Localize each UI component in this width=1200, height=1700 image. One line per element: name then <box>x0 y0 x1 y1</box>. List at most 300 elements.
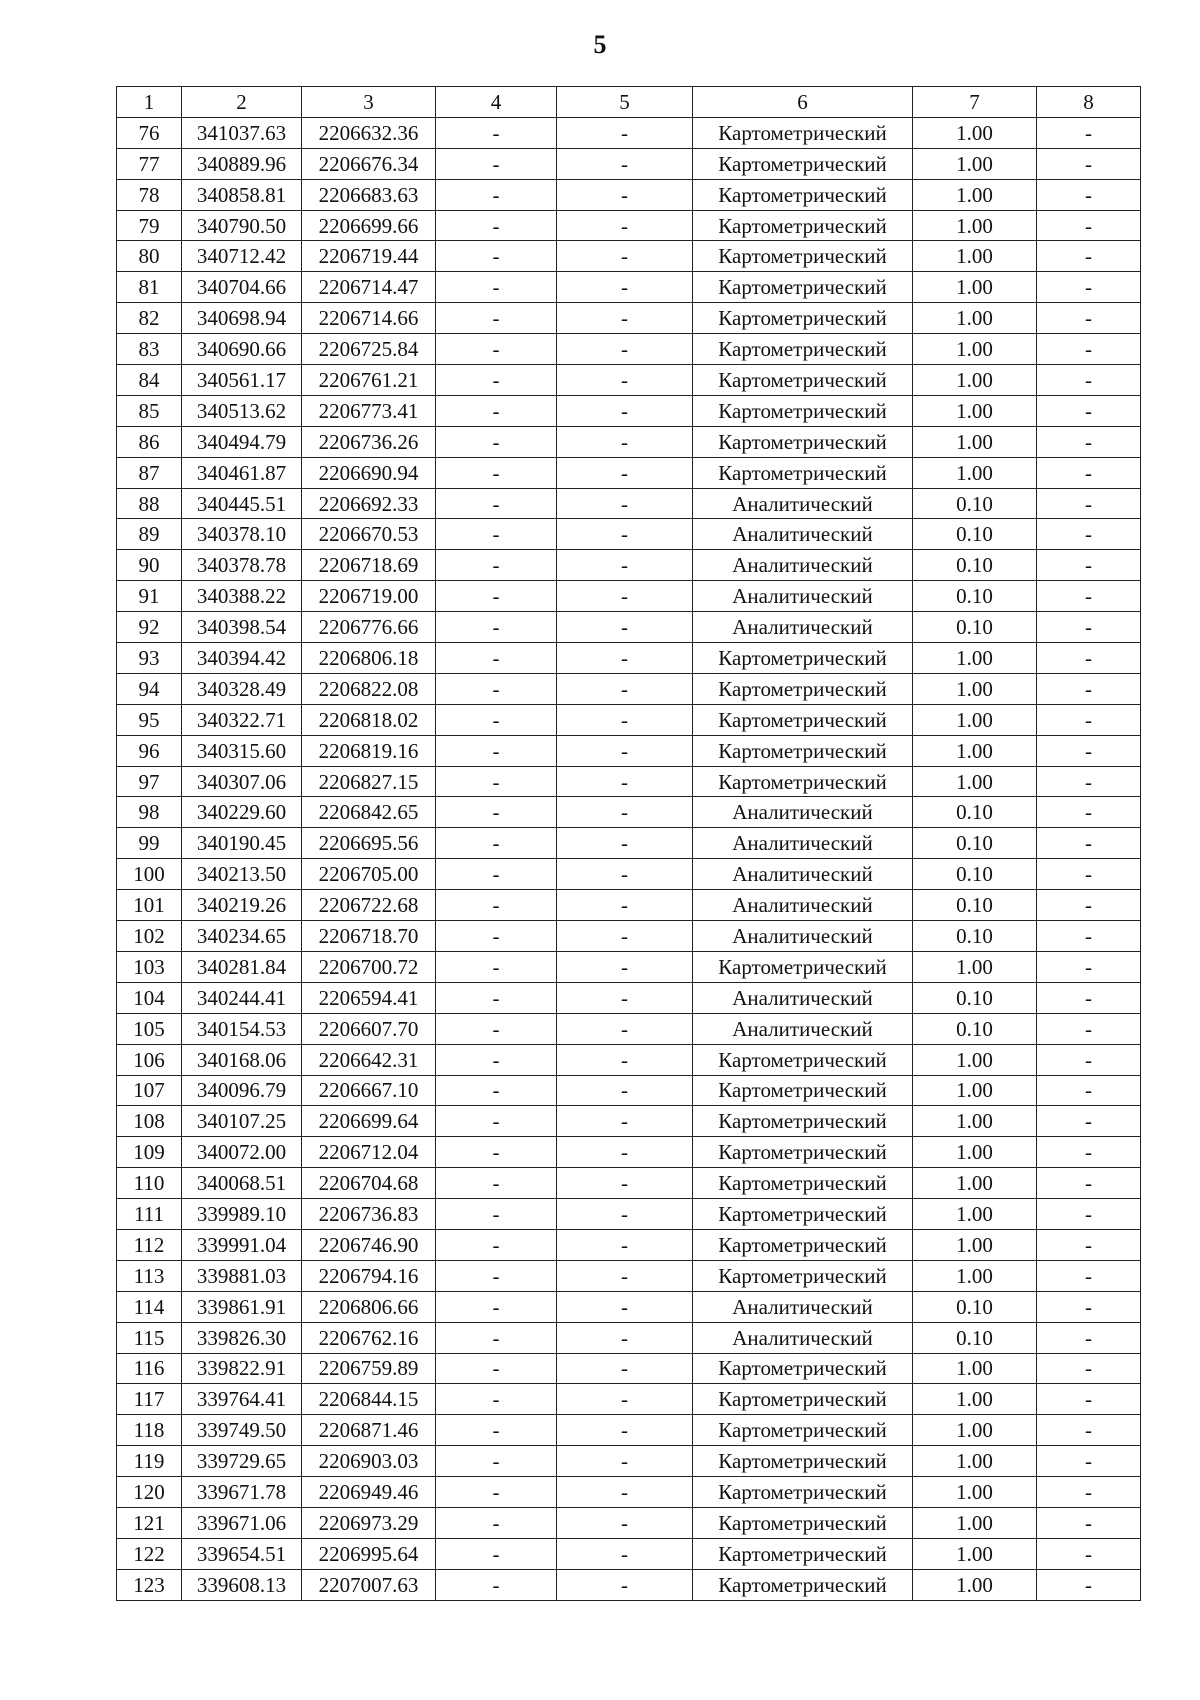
cell-method: Картометрический <box>693 1569 913 1600</box>
cell-col-5: - <box>557 766 693 797</box>
cell-point-number: 79 <box>117 210 182 241</box>
cell-method: Аналитический <box>693 797 913 828</box>
cell-coord-x: 340068.51 <box>182 1168 302 1199</box>
cell-col-5: - <box>557 643 693 674</box>
table-row <box>117 1415 1141 1446</box>
table-row <box>117 1322 1141 1353</box>
cell-coord-x: 340096.79 <box>182 1075 302 1106</box>
cell-coord-x: 340889.96 <box>182 148 302 179</box>
cell-point-number: 84 <box>117 365 182 396</box>
table-row <box>117 395 1141 426</box>
cell-point-number: 86 <box>117 426 182 457</box>
cell-col-8: - <box>1037 828 1141 859</box>
cell-coord-y: 2206776.66 <box>302 612 436 643</box>
cell-coord-x: 340712.42 <box>182 241 302 272</box>
cell-method: Картометрический <box>693 673 913 704</box>
cell-col-4: - <box>436 1477 557 1508</box>
cell-accuracy: 1.00 <box>913 334 1037 365</box>
cell-accuracy: 1.00 <box>913 643 1037 674</box>
cell-coord-y: 2206844.15 <box>302 1384 436 1415</box>
cell-accuracy: 0.10 <box>913 859 1037 890</box>
cell-col-4: - <box>436 859 557 890</box>
cell-coord-x: 340494.79 <box>182 426 302 457</box>
cell-method: Картометрический <box>693 365 913 396</box>
cell-method: Картометрический <box>693 395 913 426</box>
cell-col-4: - <box>436 426 557 457</box>
cell-col-4: - <box>436 1415 557 1446</box>
cell-accuracy: 1.00 <box>913 426 1037 457</box>
cell-accuracy: 1.00 <box>913 179 1037 210</box>
cell-coord-y: 2206973.29 <box>302 1507 436 1538</box>
cell-accuracy: 1.00 <box>913 1569 1037 1600</box>
cell-col-4: - <box>436 1168 557 1199</box>
table-row <box>117 612 1141 643</box>
cell-coord-x: 340190.45 <box>182 828 302 859</box>
cell-point-number: 78 <box>117 179 182 210</box>
cell-col-8: - <box>1037 303 1141 334</box>
cell-coord-x: 340307.06 <box>182 766 302 797</box>
cell-point-number: 115 <box>117 1322 182 1353</box>
cell-coord-x: 340168.06 <box>182 1044 302 1075</box>
cell-coord-y: 2207007.63 <box>302 1569 436 1600</box>
cell-coord-x: 340234.65 <box>182 921 302 952</box>
cell-col-4: - <box>436 1075 557 1106</box>
cell-col-8: - <box>1037 766 1141 797</box>
cell-coord-x: 340704.66 <box>182 272 302 303</box>
cell-coord-y: 2206827.15 <box>302 766 436 797</box>
cell-method: Аналитический <box>693 519 913 550</box>
cell-col-8: - <box>1037 1353 1141 1384</box>
cell-coord-y: 2206718.70 <box>302 921 436 952</box>
cell-col-5: - <box>557 797 693 828</box>
table-row <box>117 334 1141 365</box>
cell-col-4: - <box>436 519 557 550</box>
cell-col-5: - <box>557 1477 693 1508</box>
cell-coord-y: 2206692.33 <box>302 488 436 519</box>
table-row <box>117 735 1141 766</box>
cell-col-5: - <box>557 1168 693 1199</box>
cell-col-8: - <box>1037 117 1141 148</box>
cell-col-8: - <box>1037 426 1141 457</box>
cell-accuracy: 0.10 <box>913 1291 1037 1322</box>
cell-accuracy: 1.00 <box>913 1477 1037 1508</box>
cell-point-number: 118 <box>117 1415 182 1446</box>
cell-method: Аналитический <box>693 982 913 1013</box>
cell-point-number: 101 <box>117 890 182 921</box>
cell-accuracy: 0.10 <box>913 581 1037 612</box>
cell-accuracy: 1.00 <box>913 766 1037 797</box>
cell-col-4: - <box>436 272 557 303</box>
table-row <box>117 1260 1141 1291</box>
cell-coord-y: 2206642.31 <box>302 1044 436 1075</box>
table-row <box>117 426 1141 457</box>
cell-col-5: - <box>557 1538 693 1569</box>
column-header-1: 1 <box>117 87 182 118</box>
cell-col-5: - <box>557 1075 693 1106</box>
cell-col-4: - <box>436 797 557 828</box>
cell-coord-y: 2206714.66 <box>302 303 436 334</box>
cell-coord-x: 339671.06 <box>182 1507 302 1538</box>
cell-point-number: 109 <box>117 1137 182 1168</box>
cell-method: Аналитический <box>693 612 913 643</box>
cell-accuracy: 0.10 <box>913 488 1037 519</box>
cell-accuracy: 1.00 <box>913 735 1037 766</box>
cell-col-4: - <box>436 982 557 1013</box>
cell-method: Картометрический <box>693 1384 913 1415</box>
cell-point-number: 102 <box>117 921 182 952</box>
table-row <box>117 272 1141 303</box>
table-row <box>117 1106 1141 1137</box>
cell-col-8: - <box>1037 1229 1141 1260</box>
cell-col-8: - <box>1037 859 1141 890</box>
cell-coord-y: 2206699.66 <box>302 210 436 241</box>
table-row <box>117 365 1141 396</box>
cell-accuracy: 1.00 <box>913 457 1037 488</box>
cell-col-8: - <box>1037 1569 1141 1600</box>
table-row <box>117 797 1141 828</box>
cell-coord-x: 340281.84 <box>182 951 302 982</box>
cell-col-8: - <box>1037 951 1141 982</box>
cell-method: Аналитический <box>693 581 913 612</box>
cell-col-5: - <box>557 1137 693 1168</box>
table-row <box>117 1137 1141 1168</box>
cell-point-number: 104 <box>117 982 182 1013</box>
cell-method: Картометрический <box>693 1446 913 1477</box>
cell-col-4: - <box>436 1260 557 1291</box>
cell-accuracy: 1.00 <box>913 1199 1037 1230</box>
cell-col-8: - <box>1037 1137 1141 1168</box>
cell-accuracy: 1.00 <box>913 951 1037 982</box>
cell-col-5: - <box>557 210 693 241</box>
cell-point-number: 81 <box>117 272 182 303</box>
cell-col-4: - <box>436 1384 557 1415</box>
cell-coord-y: 2206842.65 <box>302 797 436 828</box>
cell-coord-y: 2206773.41 <box>302 395 436 426</box>
cell-method: Аналитический <box>693 921 913 952</box>
cell-col-8: - <box>1037 334 1141 365</box>
cell-col-5: - <box>557 982 693 1013</box>
cell-coord-x: 340461.87 <box>182 457 302 488</box>
cell-col-4: - <box>436 334 557 365</box>
cell-col-8: - <box>1037 1199 1141 1230</box>
cell-coord-y: 2206719.44 <box>302 241 436 272</box>
cell-coord-y: 2206822.08 <box>302 673 436 704</box>
cell-coord-y: 2206704.68 <box>302 1168 436 1199</box>
cell-method: Аналитический <box>693 828 913 859</box>
cell-method: Картометрический <box>693 303 913 334</box>
cell-col-5: - <box>557 581 693 612</box>
cell-method: Картометрический <box>693 951 913 982</box>
cell-col-8: - <box>1037 457 1141 488</box>
cell-coord-y: 2206995.64 <box>302 1538 436 1569</box>
cell-accuracy: 1.00 <box>913 241 1037 272</box>
cell-method: Картометрический <box>693 1229 913 1260</box>
cell-accuracy: 1.00 <box>913 704 1037 735</box>
cell-method: Аналитический <box>693 1322 913 1353</box>
cell-point-number: 85 <box>117 395 182 426</box>
cell-col-5: - <box>557 673 693 704</box>
cell-point-number: 90 <box>117 550 182 581</box>
table-row <box>117 1229 1141 1260</box>
cell-coord-x: 339671.78 <box>182 1477 302 1508</box>
cell-method: Картометрический <box>693 272 913 303</box>
cell-accuracy: 1.00 <box>913 148 1037 179</box>
cell-point-number: 92 <box>117 612 182 643</box>
table-row <box>117 1384 1141 1415</box>
cell-coord-x: 340698.94 <box>182 303 302 334</box>
cell-col-5: - <box>557 951 693 982</box>
cell-point-number: 113 <box>117 1260 182 1291</box>
cell-col-4: - <box>436 365 557 396</box>
cell-method: Картометрический <box>693 643 913 674</box>
cell-coord-x: 340378.10 <box>182 519 302 550</box>
cell-accuracy: 0.10 <box>913 612 1037 643</box>
cell-point-number: 116 <box>117 1353 182 1384</box>
cell-coord-y: 2206736.83 <box>302 1199 436 1230</box>
cell-col-8: - <box>1037 1106 1141 1137</box>
cell-point-number: 114 <box>117 1291 182 1322</box>
cell-coord-x: 339989.10 <box>182 1199 302 1230</box>
cell-col-4: - <box>436 1044 557 1075</box>
table-row <box>117 581 1141 612</box>
cell-accuracy: 1.00 <box>913 1260 1037 1291</box>
cell-point-number: 120 <box>117 1477 182 1508</box>
cell-col-8: - <box>1037 550 1141 581</box>
cell-coord-x: 340690.66 <box>182 334 302 365</box>
cell-col-4: - <box>436 704 557 735</box>
cell-point-number: 94 <box>117 673 182 704</box>
cell-accuracy: 1.00 <box>913 210 1037 241</box>
cell-col-4: - <box>436 1446 557 1477</box>
cell-point-number: 95 <box>117 704 182 735</box>
cell-col-4: - <box>436 673 557 704</box>
cell-method: Картометрический <box>693 766 913 797</box>
cell-accuracy: 0.10 <box>913 519 1037 550</box>
column-header-6: 6 <box>693 87 913 118</box>
cell-col-8: - <box>1037 612 1141 643</box>
cell-method: Аналитический <box>693 1291 913 1322</box>
cell-accuracy: 1.00 <box>913 272 1037 303</box>
table-row <box>117 921 1141 952</box>
cell-col-5: - <box>557 1446 693 1477</box>
cell-col-5: - <box>557 395 693 426</box>
cell-coord-x: 340858.81 <box>182 179 302 210</box>
cell-method: Картометрический <box>693 148 913 179</box>
cell-col-4: - <box>436 643 557 674</box>
cell-col-5: - <box>557 488 693 519</box>
cell-coord-y: 2206670.53 <box>302 519 436 550</box>
cell-coord-y: 2206806.18 <box>302 643 436 674</box>
cell-coord-x: 340394.42 <box>182 643 302 674</box>
cell-col-5: - <box>557 1260 693 1291</box>
table-row <box>117 1477 1141 1508</box>
cell-accuracy: 1.00 <box>913 1384 1037 1415</box>
column-header-5: 5 <box>557 87 693 118</box>
cell-accuracy: 1.00 <box>913 1044 1037 1075</box>
cell-col-4: - <box>436 148 557 179</box>
cell-col-4: - <box>436 766 557 797</box>
cell-col-4: - <box>436 612 557 643</box>
cell-col-8: - <box>1037 488 1141 519</box>
cell-col-5: - <box>557 241 693 272</box>
cell-col-8: - <box>1037 643 1141 674</box>
table-row <box>117 704 1141 735</box>
cell-coord-y: 2206714.47 <box>302 272 436 303</box>
cell-coord-x: 339654.51 <box>182 1538 302 1569</box>
cell-col-5: - <box>557 1013 693 1044</box>
cell-accuracy: 1.00 <box>913 117 1037 148</box>
cell-col-8: - <box>1037 581 1141 612</box>
cell-point-number: 91 <box>117 581 182 612</box>
cell-coord-y: 2206690.94 <box>302 457 436 488</box>
cell-point-number: 76 <box>117 117 182 148</box>
cell-coord-x: 339991.04 <box>182 1229 302 1260</box>
cell-coord-y: 2206607.70 <box>302 1013 436 1044</box>
cell-coord-x: 340322.71 <box>182 704 302 735</box>
cell-col-5: - <box>557 365 693 396</box>
cell-coord-y: 2206695.56 <box>302 828 436 859</box>
cell-accuracy: 1.00 <box>913 1229 1037 1260</box>
cell-col-4: - <box>436 241 557 272</box>
cell-point-number: 93 <box>117 643 182 674</box>
cell-accuracy: 1.00 <box>913 673 1037 704</box>
cell-coord-y: 2206818.02 <box>302 704 436 735</box>
cell-coord-y: 2206871.46 <box>302 1415 436 1446</box>
cell-coord-x: 340315.60 <box>182 735 302 766</box>
cell-col-5: - <box>557 303 693 334</box>
cell-col-5: - <box>557 1106 693 1137</box>
cell-method: Картометрический <box>693 179 913 210</box>
cell-point-number: 122 <box>117 1538 182 1569</box>
cell-coord-x: 340107.25 <box>182 1106 302 1137</box>
cell-coord-x: 340072.00 <box>182 1137 302 1168</box>
cell-col-4: - <box>436 210 557 241</box>
table-row <box>117 457 1141 488</box>
cell-point-number: 112 <box>117 1229 182 1260</box>
cell-col-8: - <box>1037 1538 1141 1569</box>
cell-method: Аналитический <box>693 1013 913 1044</box>
cell-accuracy: 1.00 <box>913 365 1037 396</box>
cell-point-number: 105 <box>117 1013 182 1044</box>
cell-accuracy: 0.10 <box>913 890 1037 921</box>
cell-col-8: - <box>1037 1446 1141 1477</box>
cell-accuracy: 1.00 <box>913 1415 1037 1446</box>
cell-point-number: 99 <box>117 828 182 859</box>
cell-method: Картометрический <box>693 1168 913 1199</box>
cell-method: Картометрический <box>693 1507 913 1538</box>
cell-accuracy: 1.00 <box>913 1446 1037 1477</box>
cell-col-5: - <box>557 1569 693 1600</box>
table-row <box>117 828 1141 859</box>
column-header-2: 2 <box>182 87 302 118</box>
cell-coord-y: 2206594.41 <box>302 982 436 1013</box>
cell-col-5: - <box>557 1229 693 1260</box>
cell-coord-x: 340445.51 <box>182 488 302 519</box>
cell-coord-x: 340561.17 <box>182 365 302 396</box>
cell-accuracy: 1.00 <box>913 395 1037 426</box>
cell-coord-x: 340388.22 <box>182 581 302 612</box>
cell-coord-x: 340513.62 <box>182 395 302 426</box>
cell-col-8: - <box>1037 365 1141 396</box>
cell-col-8: - <box>1037 1168 1141 1199</box>
cell-col-8: - <box>1037 1044 1141 1075</box>
cell-col-5: - <box>557 921 693 952</box>
cell-method: Картометрический <box>693 334 913 365</box>
header-row <box>117 87 1141 118</box>
cell-col-8: - <box>1037 272 1141 303</box>
cell-col-4: - <box>436 1106 557 1137</box>
cell-coord-x: 339764.41 <box>182 1384 302 1415</box>
table-row <box>117 117 1141 148</box>
cell-method: Картометрический <box>693 704 913 735</box>
cell-coord-y: 2206676.34 <box>302 148 436 179</box>
cell-col-4: - <box>436 828 557 859</box>
cell-coord-y: 2206949.46 <box>302 1477 436 1508</box>
cell-col-5: - <box>557 1353 693 1384</box>
cell-method: Картометрический <box>693 1353 913 1384</box>
table-row <box>117 550 1141 581</box>
cell-point-number: 89 <box>117 519 182 550</box>
cell-col-8: - <box>1037 179 1141 210</box>
cell-col-4: - <box>436 117 557 148</box>
cell-coord-x: 339826.30 <box>182 1322 302 1353</box>
table-row <box>117 1075 1141 1106</box>
cell-col-8: - <box>1037 673 1141 704</box>
column-header-4: 4 <box>436 87 557 118</box>
cell-col-4: - <box>436 890 557 921</box>
cell-coord-x: 340790.50 <box>182 210 302 241</box>
cell-col-5: - <box>557 612 693 643</box>
cell-col-4: - <box>436 1013 557 1044</box>
cell-accuracy: 1.00 <box>913 1137 1037 1168</box>
cell-method: Картометрический <box>693 1260 913 1291</box>
cell-coord-y: 2206718.69 <box>302 550 436 581</box>
cell-col-5: - <box>557 1507 693 1538</box>
cell-col-5: - <box>557 1415 693 1446</box>
cell-col-5: - <box>557 272 693 303</box>
cell-coord-x: 339822.91 <box>182 1353 302 1384</box>
cell-col-5: - <box>557 179 693 210</box>
cell-accuracy: 0.10 <box>913 1013 1037 1044</box>
cell-method: Картометрический <box>693 1199 913 1230</box>
cell-col-5: - <box>557 117 693 148</box>
cell-coord-x: 340378.78 <box>182 550 302 581</box>
cell-col-5: - <box>557 457 693 488</box>
table-row <box>117 766 1141 797</box>
table-row <box>117 179 1141 210</box>
table-row <box>117 241 1141 272</box>
cell-col-8: - <box>1037 1507 1141 1538</box>
cell-point-number: 82 <box>117 303 182 334</box>
cell-coord-y: 2206712.04 <box>302 1137 436 1168</box>
cell-method: Картометрический <box>693 426 913 457</box>
cell-col-8: - <box>1037 704 1141 735</box>
cell-point-number: 100 <box>117 859 182 890</box>
cell-method: Картометрический <box>693 117 913 148</box>
cell-col-4: - <box>436 488 557 519</box>
cell-coord-y: 2206705.00 <box>302 859 436 890</box>
cell-method: Аналитический <box>693 859 913 890</box>
table-row <box>117 859 1141 890</box>
cell-coord-y: 2206762.16 <box>302 1322 436 1353</box>
cell-accuracy: 0.10 <box>913 1322 1037 1353</box>
cell-coord-y: 2206736.26 <box>302 426 436 457</box>
table-row <box>117 519 1141 550</box>
table-row <box>117 303 1141 334</box>
table-row <box>117 1291 1141 1322</box>
table-row <box>117 643 1141 674</box>
cell-col-8: - <box>1037 890 1141 921</box>
